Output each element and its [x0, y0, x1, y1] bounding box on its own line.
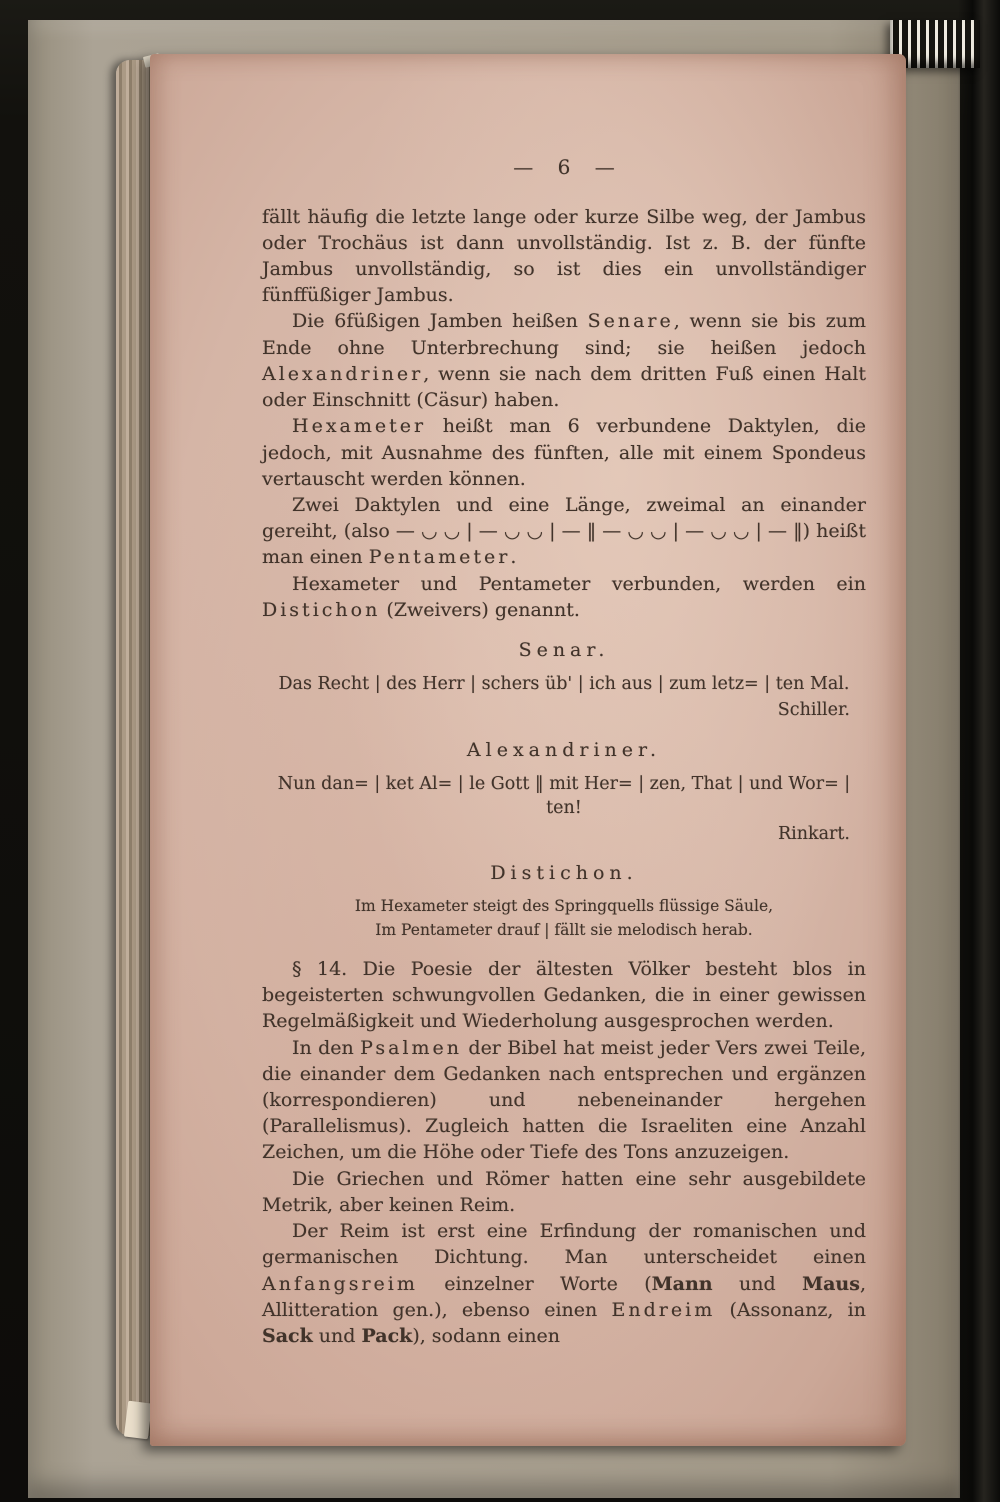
text-run: Der Reim ist erst eine Erfindung der romanischen und germanischen Dichtung. Man unterscheidet einen	[262, 1220, 866, 1269]
senar-example-line: Das Recht | des Herr | schers üb' | ich aus | zum letz= | ten Mal.	[278, 674, 850, 695]
paragraph-senare-alexandriner	[262, 308, 866, 413]
text-run: und	[312, 1325, 362, 1348]
heading-senar: Senar.	[518, 639, 610, 662]
text-run: ), sodann einen	[412, 1325, 561, 1348]
text-run: Maus	[802, 1272, 860, 1295]
text-run: (Zweivers) genannt.	[380, 598, 580, 621]
text-run: In den	[292, 1036, 361, 1059]
text-run: , Allitteration gen.), ebenso einen	[262, 1272, 866, 1321]
text-run: Senare	[587, 310, 674, 333]
paragraph-hexameter	[262, 413, 866, 492]
book-spine-shadow	[958, 0, 1000, 1502]
paragraph-jambus-continuation	[262, 204, 866, 309]
text-run: § 14. Die Poesie der ältesten Völker besteht blos in begeisterten schwungvollen Gedanken, die in einer gewissen Regelmäßigkeit und Wiederholung ausgesprochen werden.	[262, 957, 866, 1033]
text-run: Alexandriner	[262, 362, 424, 385]
text-run: Distichon	[262, 598, 381, 621]
distichon-line-hexameter: Im Hexameter steigt des Springquells flüssige Säule,	[354, 897, 774, 916]
alexandriner-example-line: Nun dan= | ket Al= | le Gott ‖ mit Her= | zen, That | und Wor= | ten!	[277, 773, 851, 818]
text-run: Die 6füßigen Jamben heißen	[292, 310, 588, 333]
paragraph-section-14	[262, 956, 866, 1035]
page-corner-sliver-bottom	[124, 1401, 152, 1440]
text-run: Pentameter	[368, 546, 511, 569]
distichon-example	[262, 895, 866, 942]
text-run: Zwei Daktylen und eine Länge, zweimal an einander gereiht, (also — ◡ ◡ | — ◡ ◡ | — ‖ — ◡ ◡ | — ◡ ◡ | — ‖) heißt man einen	[262, 494, 866, 569]
alexandriner-attribution: Rinkart.	[777, 824, 850, 845]
text-run: Hexameter	[292, 415, 427, 438]
text-run: Anfangsreim	[262, 1272, 418, 1295]
page-stack-edges	[116, 60, 152, 1436]
paragraph-griechen-roemer	[262, 1166, 866, 1218]
text-column	[262, 154, 866, 1349]
heading-distichon: Distichon.	[490, 862, 638, 885]
document-page	[150, 54, 906, 1446]
paragraph-psalmen	[262, 1035, 866, 1166]
text-run: Psalmen	[360, 1036, 463, 1059]
heading-alexandriner: Alexandriner.	[466, 738, 662, 761]
paragraph-pentameter	[262, 492, 866, 571]
text-run: einzelner Worte (	[417, 1272, 652, 1295]
text-run: .	[510, 546, 517, 569]
text-run: und	[712, 1272, 803, 1295]
text-run: (Assonanz, in	[715, 1298, 866, 1321]
text-run: Hexameter und Pentameter verbunden, werden ein	[292, 572, 866, 595]
text-run: , wenn sie nach dem dritten Fuß einen Halt oder Einschnitt (Cäsur) haben.	[262, 362, 866, 412]
senar-attribution: Schiller.	[777, 700, 850, 721]
text-run: Pack	[361, 1325, 413, 1348]
text-run: , wenn sie bis zum Ende ohne Unterbrechung sind; sie heißen jedoch	[262, 310, 866, 359]
text-run: Mann	[651, 1272, 713, 1295]
text-run: Sack	[262, 1325, 313, 1348]
text-run: fällt häufig die letzte lange oder kurze Silbe weg, der Jambus oder Trochäus ist dann unvollständig. Ist z. B. der fünfte Jambus unvollständig, so ist dies ein unvollständiger fünffüßiger Jambus.	[262, 205, 866, 307]
text-run: Die Griechen und Römer hatten eine sehr ausgebildete Metrik, aber keinen Reim.	[262, 1167, 866, 1216]
text-run: heißt man 6 verbundene Daktylen, die jedoch, mit Ausnahme des fünften, alle mit einem Spondeus vertauscht werden können.	[262, 415, 866, 490]
paragraph-distichon-definition	[262, 571, 866, 623]
text-run: Endreim	[611, 1298, 716, 1321]
paragraph-reim	[262, 1218, 866, 1349]
distichon-line-pentameter: Im Pentameter drauf | fällt sie melodisch herab.	[375, 920, 753, 939]
text-run: der Bibel hat meist jeder Vers zwei Teile, die einander dem Gedanken nach entsprechen und ergänzen (korrespondieren) und nebeneinander hergehen (Parallelismus). Zugleich hatten die Israeliten eine Anzahl Zeichen, um die Höhe oder Tiefe des Tons anzuzeigen.	[262, 1036, 866, 1164]
page-number: — 6 —	[513, 155, 615, 179]
